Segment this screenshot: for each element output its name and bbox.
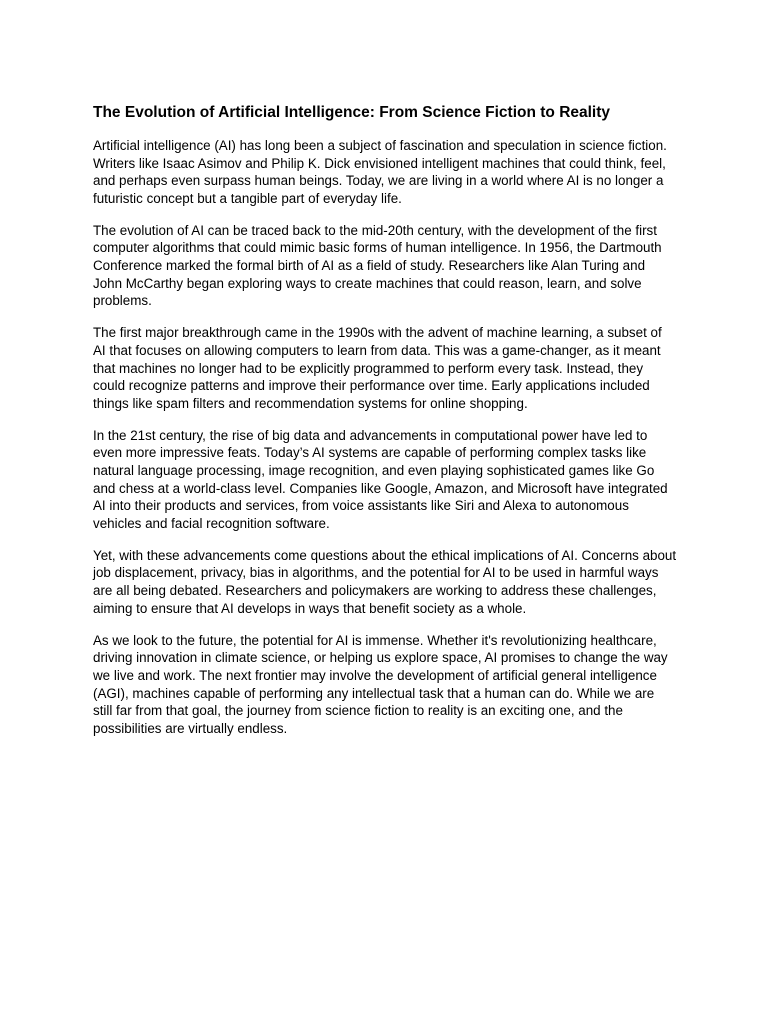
paragraph-1: Artificial intelligence (AI) has long been a subject of fascination and speculation in science fiction. Writers like Isaac Asimov and Philip K. Dick envisioned intelligent machines that could think, feel, and perhaps even surpass human beings. Today, we are living in a world where AI is no longer a futuristic concept but a tangible part of everyday life. <box>93 138 667 206</box>
paragraph-5: Yet, with these advancements come questions about the ethical implications of AI. Concerns about job displacement, privacy, bias in algorithms, and the potential for AI to be used in harmful ways are all being debated. Researchers and policymakers are working to address these challenges, aiming to ensure that AI develops in ways that benefit society as a whole. <box>93 547 677 616</box>
paragraph-3: The first major breakthrough came in the 1990s with the advent of machine learning, a subset of AI that focuses on allowing computers to learn from data. This was a game-changer, as it meant that machines no longer had to be explicitly programmed to perform every task. Instead, they could recognize patterns and improve their performance over time. Early applications included things like spam filters and recommendation systems for online shopping. <box>93 325 662 411</box>
paragraph-2: The evolution of AI can be traced back to the mid-20th century, with the development of the first computer algorithms that could mimic basic forms of human intelligence. In 1956, the Dartmouth Conference marked the formal birth of AI as a field of study. Researchers like Alan Turing and John McCarthy began exploring ways to create machines that could reason, learn, and solve problems. <box>93 222 662 309</box>
paragraph-6: As we look to the future, the potential for AI is immense. Whether it's revolutionizing healthcare, driving innovation in climate science, or helping us explore space, AI promises to change the way we live and work. The next frontier may involve the development of artificial general intelligence (AGI), machines capable of performing any intellectual task that a human can do. While we are still far from that goal, the journey from science fiction to reality is an exciting one, and the possibilities are virtually endless. <box>93 632 668 736</box>
document-page <box>93 103 677 752</box>
paragraph-4: In the 21st century, the rise of big data and advancements in computational power have led to even more impressive feats. Today’s AI systems are capable of performing complex tasks like natural language processing, image recognition, and even playing sophisticated games like Go and chess at a world-class level. Companies like Google, Amazon, and Microsoft have integrated AI into their products and services, from voice assistants like Siri and Alexa to autonomous vehicles and facial recognition software. <box>93 427 668 531</box>
document-title: The Evolution of Artificial Intelligence: From Science Fiction to Reality <box>93 104 611 121</box>
